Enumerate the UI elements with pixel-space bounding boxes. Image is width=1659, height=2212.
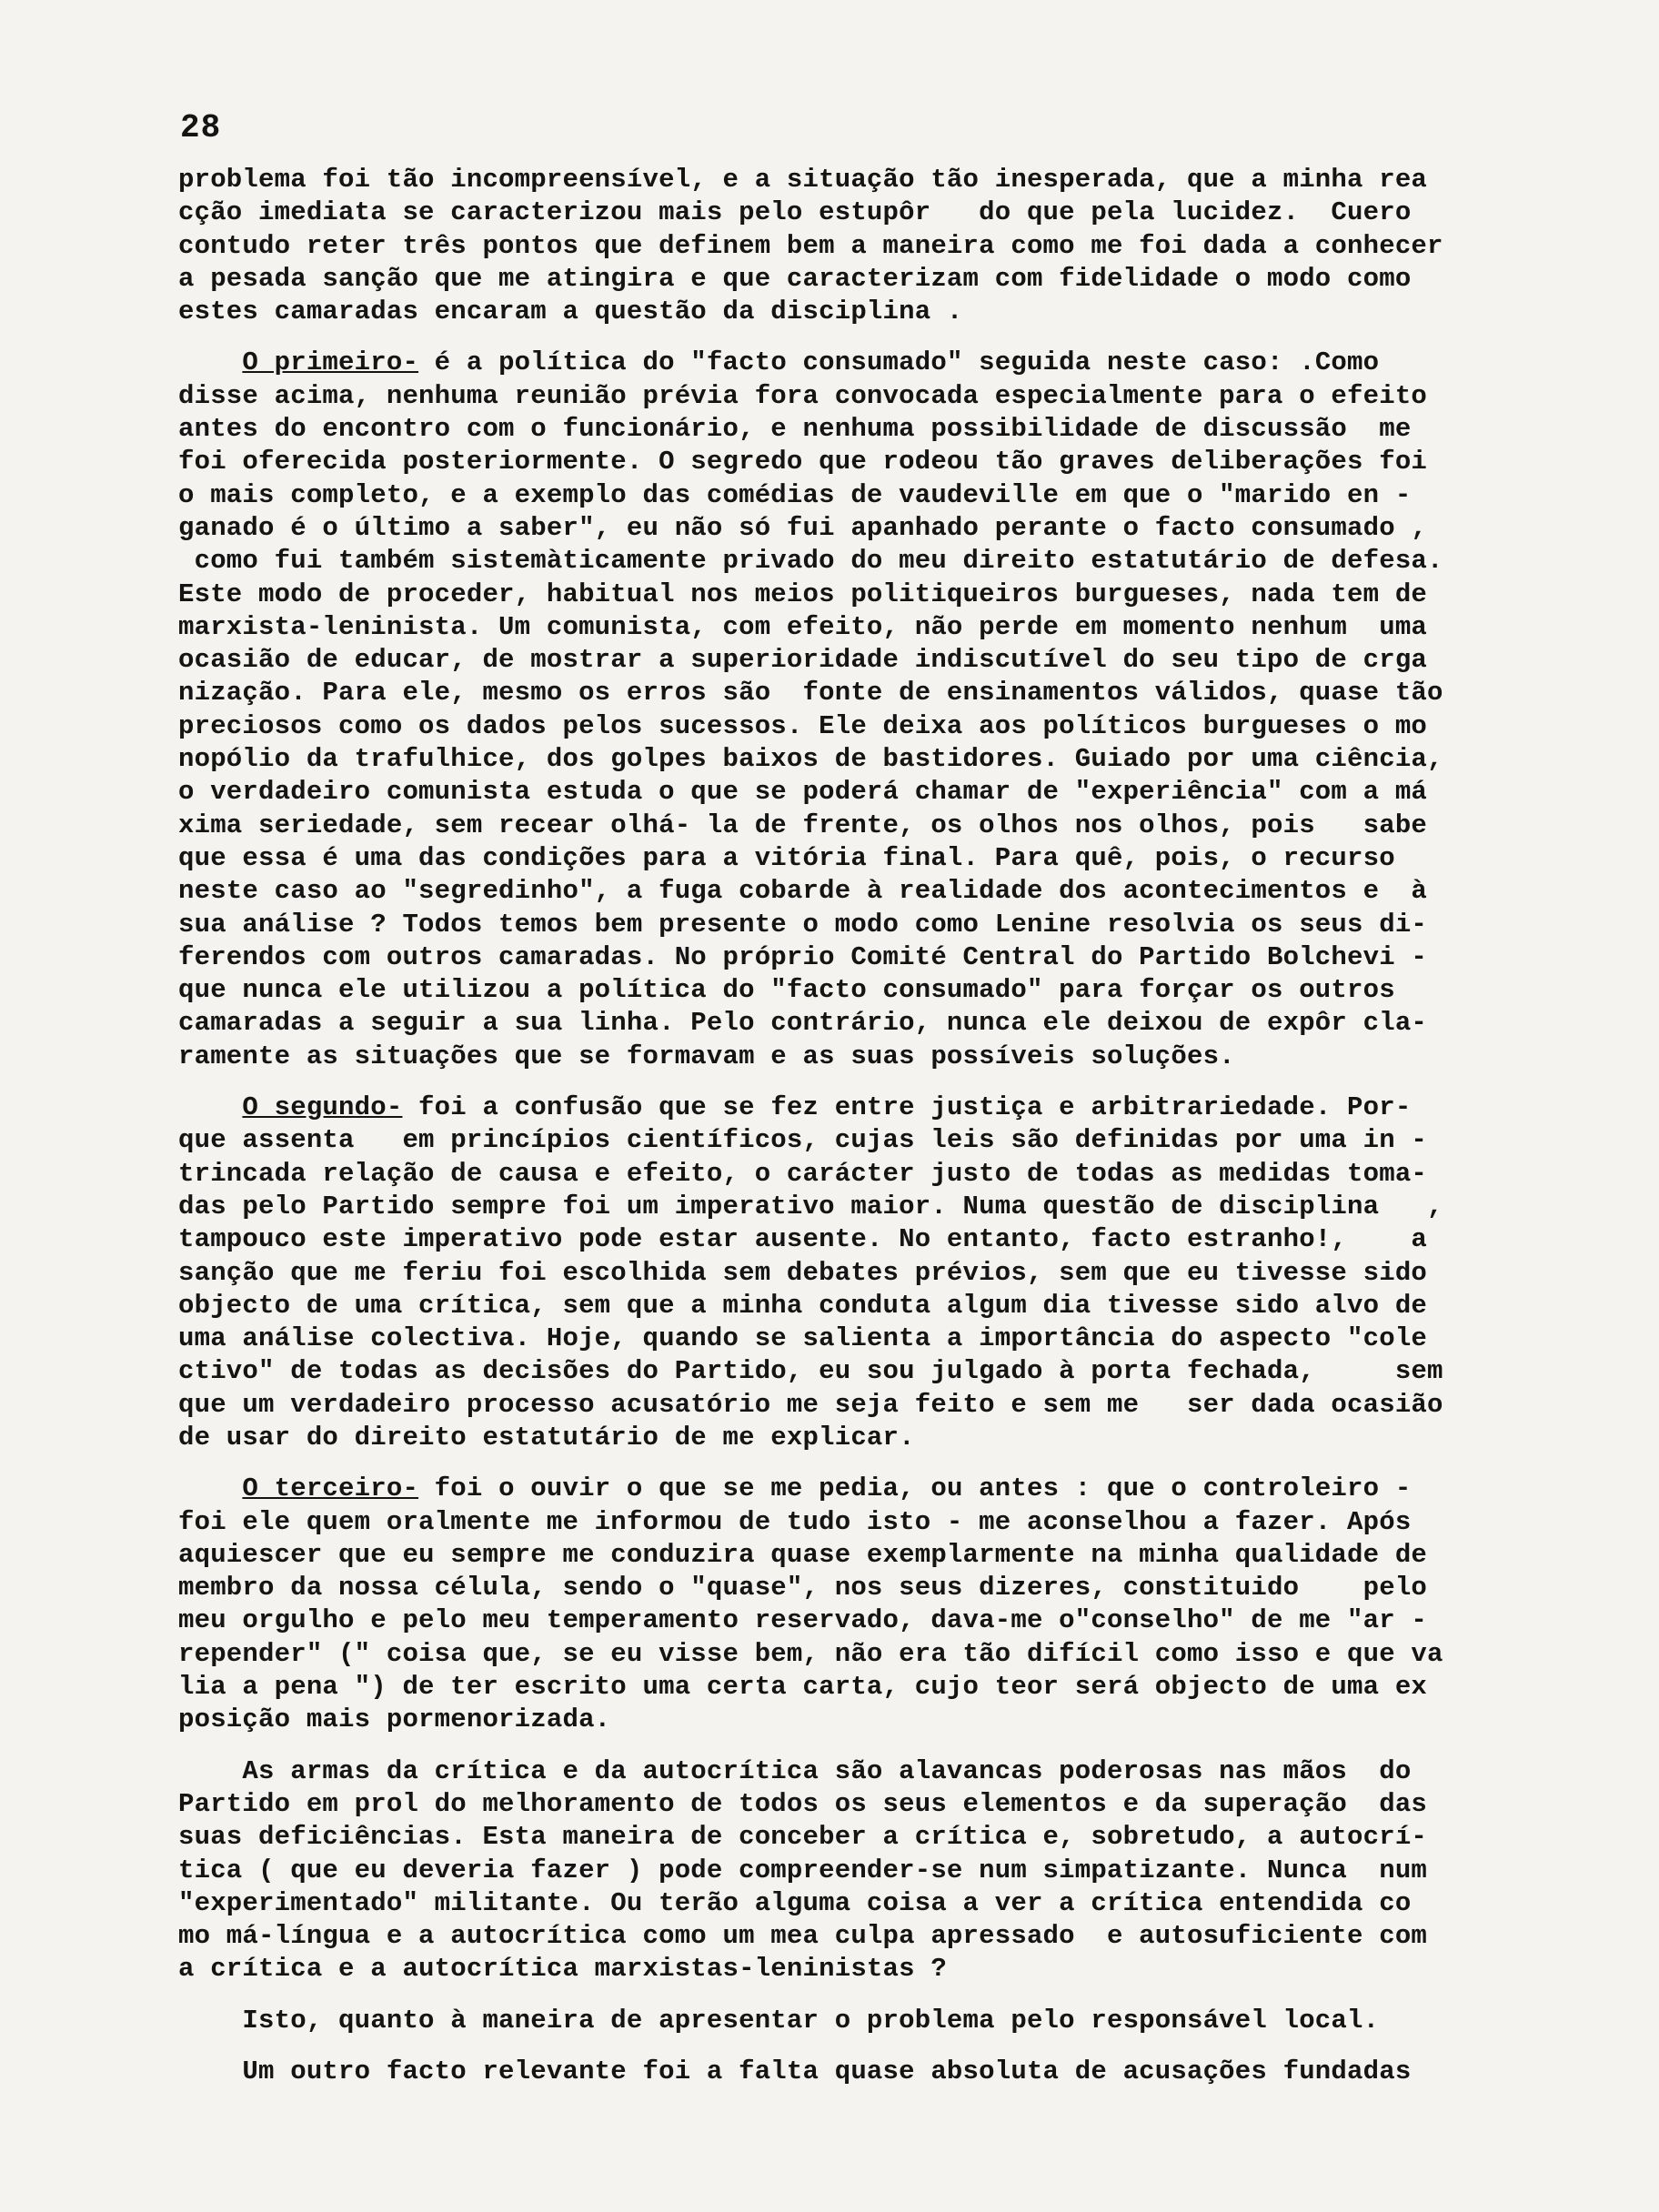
paragraph-gap: [178, 1737, 1597, 1755]
text-line: nopólio da trafulhice, dos golpes baixos de bastidores. Guiado por uma ciência,: [178, 744, 1443, 775]
document-body: [178, 164, 1597, 2088]
paragraph: [178, 164, 1597, 328]
text-line: membro da nossa célula, sendo o "quase", nos seus dizeres, constituido pelo: [178, 1573, 1428, 1604]
text-line: camaradas a seguir a sua linha. Pelo contrário, nunca ele deixou de expôr cla-: [178, 1008, 1428, 1039]
text-line: foi oferecida posteriormente. O segredo que rodeou tão graves deliberações foi: [178, 447, 1428, 478]
text-line: "experimentado" militante. Ou terão alguma coisa a ver a crítica entendida co: [178, 1887, 1412, 1918]
text-line: O segundo- foi a confusão que se fez entre justiça e arbitrariedade. Por-: [242, 1092, 1412, 1123]
text-line: Um outro facto relevante foi a falta quase absoluta de acusações fundadas: [178, 2056, 1412, 2087]
text-line: uma análise colectiva. Hoje, quando se salienta a importância do aspecto "cole: [178, 1323, 1428, 1354]
text-line: cção imediata se caracterizou mais pelo estupôr do que pela lucidez. Cuero: [178, 197, 1412, 228]
text-line: de usar do direito estatutário de me explicar.: [178, 1422, 915, 1453]
underlined-lead: O segundo-: [242, 1092, 403, 1123]
text-line: O terceiro- foi o ouvir o que se me pedia, ou antes : que o controleiro -: [242, 1473, 1412, 1504]
underlined-lead: O primeiro-: [242, 347, 419, 378]
text-line: que um verdadeiro processo acusatório me seja feito e sem me ser dada ocasião: [178, 1389, 1443, 1420]
paragraph: [178, 347, 1597, 1073]
text-line: repender" (" coisa que, se eu visse bem, não era tão difícil como isso e que va: [178, 1638, 1443, 1669]
text-line: ganado é o último a saber", eu não só fui apanhado perante o facto consumado ,: [178, 512, 1428, 543]
text-line: suas deficiências. Esta maneira de conceber a crítica e, sobretudo, a autocrí-: [178, 1822, 1428, 1853]
text-line: ramente as situações que se formavam e as suas possíveis soluções.: [178, 1041, 1235, 1071]
paragraph: [178, 1473, 1597, 1736]
text-line: a pesada sanção que me atingira e que caracterizam com fidelidade o modo como: [178, 263, 1412, 294]
text-line: foi ele quem oralmente me informou de tudo isto - me aconselhou a fazer. Após: [178, 1506, 1412, 1537]
paragraph: [178, 2005, 1597, 2037]
text-line: a crítica e a autocrítica marxistas-leninistas ?: [178, 1954, 947, 1985]
text-line: posição mais pormenorizada.: [178, 1704, 611, 1735]
text-line: sanção que me feriu foi escolhida sem debates prévios, sem que eu tivesse sido: [178, 1257, 1428, 1288]
text-line: disse acima, nenhuma reunião prévia fora convocada especialmente para o efeito: [178, 380, 1428, 411]
underlined-lead: O terceiro-: [242, 1473, 419, 1504]
paragraph: [178, 1755, 1597, 1986]
text-line: O primeiro- é a política do "facto consumado" seguida neste caso: .Como: [242, 347, 1380, 378]
paragraph-gap: [178, 1454, 1597, 1473]
text-line: que assenta em princípios científicos, cujas leis são definidas por uma in -: [178, 1125, 1428, 1156]
text-line: trincada relação de causa e efeito, o carácter justo de todas as medidas toma-: [178, 1158, 1428, 1189]
text-line: ferendos com outros camaradas. No próprio Comité Central do Partido Bolchevi -: [178, 941, 1428, 972]
text-line: ctivo" de todas as decisões do Partido, eu sou julgado à porta fechada, sem: [178, 1356, 1443, 1387]
text-line: como fui também sistemàticamente privado do meu direito estatutário de defesa.: [178, 546, 1443, 577]
paragraph: [178, 1091, 1597, 1454]
paragraph: [178, 2056, 1597, 2088]
text-line: nização. Para ele, mesmo os erros são fonte de ensinamentos válidos, quase tão: [178, 678, 1443, 709]
paragraph-gap: [178, 1986, 1597, 2005]
text-line: tampouco este imperativo pode estar ausente. No entanto, facto estranho!, a: [178, 1224, 1428, 1255]
text-line: aquiescer que eu sempre me conduzira quase exemplarmente na minha qualidade de: [178, 1539, 1428, 1570]
text-line: das pelo Partido sempre foi um imperativo maior. Numa questão de disciplina ,: [178, 1191, 1443, 1222]
text-line: que essa é uma das condições para a vitória final. Para quê, pois, o recurso: [178, 842, 1395, 873]
paragraph-gap: [178, 2037, 1597, 2056]
text-line: o verdadeiro comunista estuda o que se poderá chamar de "experiência" com a má: [178, 777, 1428, 808]
text-line: lia a pena ") de ter escrito uma certa carta, cujo teor será objecto de uma ex: [178, 1672, 1428, 1703]
text-line: preciosos como os dados pelos sucessos. Ele deixa aos políticos burgueses o mo: [178, 710, 1428, 741]
text-line: o mais completo, e a exemplo das comédias de vaudeville em que o "marido en -: [178, 479, 1412, 510]
page-number: 28: [180, 109, 222, 146]
text-line: objecto de uma crítica, sem que a minha conduta algum dia tivesse sido alvo de: [178, 1290, 1428, 1321]
text-line: neste caso ao "segredinho", a fuga cobarde à realidade dos acontecimentos e à: [178, 876, 1428, 907]
text-line: antes do encontro com o funcionário, e nenhuma possibilidade de discussão me: [178, 414, 1412, 445]
text-line: estes camaradas encaram a questão da disciplina .: [178, 297, 963, 327]
text-line: mo má-língua e a autocrítica como um mea culpa apressado e autosuficiente com: [178, 1921, 1428, 1952]
text-line: tica ( que eu deveria fazer ) pode compreender-se num simpatizante. Nunca num: [178, 1855, 1428, 1885]
text-line: ocasião de educar, de mostrar a superioridade indiscutível do seu tipo de crga: [178, 645, 1428, 676]
text-line: meu orgulho e pelo meu temperamento reservado, dava-me o"conselho" de me "ar -: [178, 1605, 1428, 1636]
text-line: marxista-leninista. Um comunista, com efeito, não perde em momento nenhum uma: [178, 611, 1428, 642]
text-line: Este modo de proceder, habitual nos meios politiqueiros burgueses, nada tem de: [178, 578, 1428, 609]
text-line: As armas da crítica e da autocrítica são alavancas poderosas nas mãos do: [178, 1755, 1412, 1786]
text-line: sua análise ? Todos temos bem presente o modo como Lenine resolvia os seus di-: [178, 909, 1428, 940]
paragraph-gap: [178, 1073, 1597, 1091]
text-line: Isto, quanto à maneira de apresentar o problema pelo responsável local.: [178, 2005, 1380, 2036]
text-line: que nunca ele utilizou a política do "facto consumado" para forçar os outros: [178, 975, 1395, 1006]
text-line: Partido em prol do melhoramento de todos os seus elementos e da superação das: [178, 1788, 1428, 1819]
text-line: xima seriedade, sem recear olhá- la de frente, os olhos nos olhos, pois sabe: [178, 809, 1428, 840]
text-line: contudo reter três pontos que definem bem a maneira como me foi dada a conhecer: [178, 230, 1443, 261]
paragraph-gap: [178, 328, 1597, 347]
text-line: problema foi tão incompreensível, e a situação tão inesperada, que a minha rea: [178, 165, 1428, 195]
